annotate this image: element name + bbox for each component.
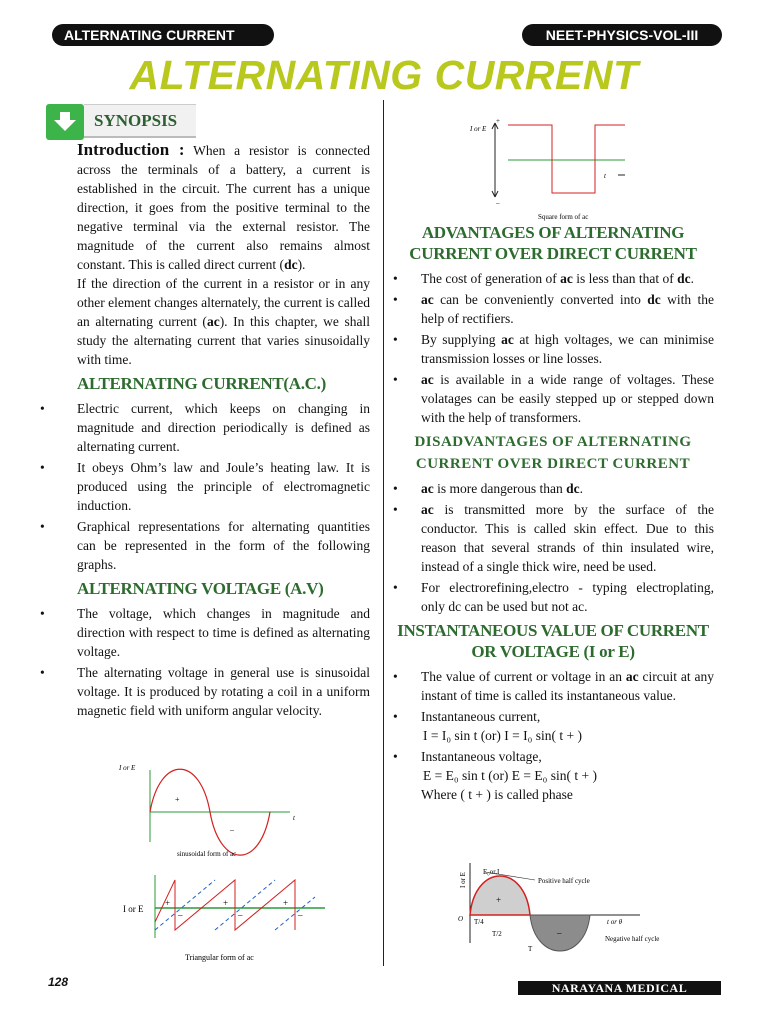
square-minus: – (496, 199, 500, 207)
tri-minus: – (298, 910, 303, 920)
text: can be conveniently converted into (433, 292, 648, 307)
square-graph (460, 115, 630, 223)
halfcycle-minus: – (557, 928, 562, 938)
text: at high voltages, we can minimise transmission losses or line losses. (421, 332, 714, 366)
left-column (77, 140, 370, 722)
halfcycle-t4: T/4 (474, 918, 484, 926)
list-item: • Graphical representations for alternating quantities can be represented in the form of the following graphs. (77, 517, 370, 574)
sine-plus: + (175, 795, 180, 804)
text: The cost of generation of (421, 271, 561, 286)
square-plus: + (496, 117, 500, 125)
equation-voltage: E = E₀ sin t (or) E = E₀ sin( t + ) (423, 768, 597, 783)
text: is transmitted more by the surface of the conductor. This is called skin effect. Due to this reason that several strands of thin insulated wire, instead of a single thick wire, need be used. (421, 502, 714, 574)
section-heading-av: ALTERNATING VOLTAGE (A.V) (77, 579, 324, 598)
list-item (421, 500, 714, 576)
ac-term: ac (560, 271, 573, 286)
list-item (421, 667, 714, 705)
equation-current: I = I₀ sin t (or) I = I₀ sin( t + ) (423, 728, 582, 743)
disadvantages-list (392, 479, 714, 616)
right-column (392, 222, 714, 806)
halfcycle-plus: + (496, 895, 502, 905)
text: . (690, 271, 694, 286)
av-list (77, 604, 370, 720)
tri-ylabel: I or E (123, 904, 144, 914)
column-divider (383, 100, 384, 966)
tri-minus: – (238, 910, 243, 920)
sinusoidal-graph (115, 760, 315, 860)
text: The value of current or voltage in an (421, 669, 626, 684)
list-item (421, 479, 714, 498)
text: is available in a wide range of voltages. These volatages can be easily stepped up or stepped down with the help of transformers. (421, 372, 714, 425)
dc-term: dc (677, 271, 691, 286)
sine-caption: sinusoidal form of ac (177, 850, 237, 858)
list-item: • The voltage, which changes in magnitude and direction with respect to time is defined as alternating voltage. (77, 604, 370, 661)
list-item: • The alternating voltage in general use is sinusoidal voltage. It is produced by rotating a coil in a uniform magnetic field with uniform angular velocity. (77, 663, 370, 720)
intro-paragraph (77, 140, 370, 274)
list-item (421, 370, 714, 427)
tri-caption: Triangular form of ac (185, 953, 254, 962)
volume-pill: NEET-PHYSICS-VOL-III (522, 24, 722, 46)
text: circuit at any instant of time is called its instantaneous value. (421, 669, 715, 703)
text: . (579, 481, 583, 496)
tri-minus: – (178, 910, 183, 920)
section-heading-ac: ALTERNATING CURRENT(A.C.) (77, 374, 326, 393)
footer-publisher: NARAYANA MEDICAL ACADEMY (518, 981, 721, 995)
down-arrow-icon (46, 104, 84, 140)
halfcycle-negative: Negative half cycle (605, 935, 660, 943)
list-item: • It obeys Ohm’s law and Joule’s heating law. It is produced using the principle of electromagnetic induction. (77, 458, 370, 515)
ac-term: ac (421, 502, 434, 517)
halfcycle-origin: O (458, 915, 464, 923)
text: is less than that of (572, 271, 678, 286)
sine-minus: – (230, 825, 234, 834)
ac-term: ac (421, 481, 434, 496)
text: By supplying (421, 332, 502, 347)
section-heading-advantages: ADVANTAGES OF ALTERNATING CURRENT OVER DIRECT CURRENT (409, 223, 697, 263)
halfcycle-peak: E₀or,I (483, 868, 500, 876)
synopsis-banner (46, 104, 196, 140)
list-item: • For electrorefining,electro - typing electroplating, only dc can be used but not ac. (421, 578, 714, 616)
triangular-graph (115, 870, 335, 965)
page-title: ALTERNATING CURRENT (129, 52, 639, 98)
list-item (421, 290, 714, 328)
square-caption: Square form of ac (538, 213, 589, 221)
text: Instantaneous voltage, (421, 749, 542, 764)
intro-text: When a resistor is connected across the terminals of a battery, a current is established in the circuit. The current has a unique direction, it goes from the positive terminal to the negative terminal via the external resistor. The magnitude of the current also remains almost constant. This is called direct current ( (77, 143, 370, 272)
halfcycle-ylabel: I or E (459, 872, 467, 888)
phase-text: Where ( t + ) is called phase (421, 787, 573, 802)
text: Instantaneous current, (421, 709, 541, 724)
section-heading-instantaneous: INSTANTANEOUS VALUE OF CURRENT OR VOLTAGE (I or E) (397, 621, 709, 661)
ac-term: ac (421, 372, 434, 387)
ac-term: ac (501, 332, 514, 347)
section-heading-disadvantages: DISADVANTAGES OF ALTERNATING CURRENT OVER DIRECT CURRENT (414, 434, 692, 472)
intro-text: ). In this chapter, we shall study the alternating current that varies sinusoidally with time. (77, 314, 370, 367)
instantaneous-list (392, 667, 714, 804)
list-item (421, 330, 714, 368)
tri-plus: + (283, 898, 289, 908)
intro-text: ). (297, 257, 306, 272)
list-item (421, 269, 714, 288)
synopsis-label: SYNOPSIS (84, 104, 196, 138)
list-item (421, 747, 714, 804)
halfcycle-t: T (528, 945, 533, 953)
page-number: 128 (48, 975, 69, 989)
square-ylabel: I or E (470, 125, 487, 133)
halfcycle-positive: Positive half cycle (538, 877, 590, 885)
text: with the help of rectifiers. (421, 292, 714, 326)
halfcycle-xlabel: t or θ (607, 918, 623, 926)
ac-term: ac (625, 669, 639, 684)
halfcycle-t2: T/2 (492, 930, 502, 938)
dc-term: dc (284, 257, 298, 272)
chapter-pill: ALTERNATING CURRENT (52, 24, 274, 46)
intro-heading: Introduction : (77, 140, 185, 159)
sine-xlabel: t (293, 814, 295, 822)
dc-term: dc (647, 292, 661, 307)
ac-term: ac (421, 292, 434, 307)
list-item (421, 707, 714, 745)
tri-plus: + (165, 898, 171, 908)
tri-plus: + (223, 898, 229, 908)
dc-term: dc (566, 481, 580, 496)
text: is more dangerous than (433, 481, 567, 496)
advantages-list (392, 269, 714, 427)
sine-ylabel: I or E (119, 764, 136, 772)
intro-text: If the direction of the current in a resistor or in any other element changes alternately, the current is called an alternating current ( (77, 276, 370, 329)
intro-paragraph-2 (77, 274, 370, 369)
list-item: • Electric current, which keeps on changing in magnitude and direction periodically is defined as alternating current. (77, 399, 370, 456)
square-xlabel: t (604, 172, 606, 180)
ac-term: ac (206, 314, 220, 329)
ac-list (77, 399, 370, 574)
half-cycle-graph (450, 858, 660, 960)
